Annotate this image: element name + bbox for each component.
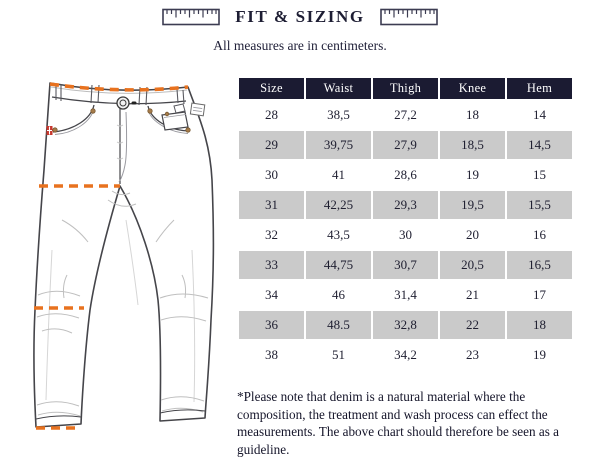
cell-knee: 21: [440, 281, 505, 309]
cell-knee: 19,5: [440, 191, 505, 219]
jeans-button: [117, 97, 129, 109]
cell-knee: 18,5: [440, 131, 505, 159]
cell-hem: 14,5: [507, 131, 572, 159]
table-row: [239, 161, 572, 189]
cell-thigh: 27,9: [373, 131, 438, 159]
footnote: *Please note that denim is a natural material where the composition, the treatment and wash process can effect the measurements. The above chart should therefore be seen as a guideline.: [237, 389, 559, 457]
cell-hem: 16: [507, 221, 572, 249]
cell-knee: 20,5: [440, 251, 505, 279]
cell-size: 33: [239, 251, 304, 279]
cell-hem: 16,5: [507, 251, 572, 279]
cell-size: 31: [239, 191, 304, 219]
cell-hem: 15: [507, 161, 572, 189]
column-header-size: Size: [239, 78, 304, 99]
cell-waist: 41: [306, 161, 371, 189]
cell-waist: 42,25: [306, 191, 371, 219]
cell-waist: 51: [306, 341, 371, 369]
table-row: [239, 221, 572, 249]
table-header-row: [239, 78, 572, 99]
cell-thigh: 34,2: [373, 341, 438, 369]
page-title: FIT & SIZING: [235, 7, 365, 26]
page-header: [0, 7, 600, 27]
cell-thigh: 28,6: [373, 161, 438, 189]
cell-hem: 18: [507, 311, 572, 339]
table-row: [239, 341, 572, 369]
jeans-technical-drawing-svg: [22, 70, 222, 462]
button-shank: [132, 102, 137, 105]
cell-size: 38: [239, 341, 304, 369]
jeans-illustration: [22, 70, 222, 462]
cell-hem: 14: [507, 101, 572, 129]
table-row: [239, 281, 572, 309]
cell-hem: 19: [507, 341, 572, 369]
column-header-hem: Hem: [507, 78, 572, 99]
cell-waist: 38,5: [306, 101, 371, 129]
cell-waist: 39,75: [306, 131, 371, 159]
cell-knee: 20: [440, 221, 505, 249]
table-row: [239, 251, 572, 279]
cell-size: 32: [239, 221, 304, 249]
jeans-outline: [34, 83, 213, 427]
cell-thigh: 31,4: [373, 281, 438, 309]
cell-thigh: 30: [373, 221, 438, 249]
column-header-knee: Knee: [440, 78, 505, 99]
table-row: [239, 131, 572, 159]
cell-size: 36: [239, 311, 304, 339]
table-row: [239, 191, 572, 219]
waistband-patch: [190, 103, 204, 116]
cell-hem: 15,5: [507, 191, 572, 219]
cell-size: 34: [239, 281, 304, 309]
cell-thigh: 29,3: [373, 191, 438, 219]
cell-knee: 18: [440, 101, 505, 129]
cell-waist: 44,75: [306, 251, 371, 279]
cell-waist: 46: [306, 281, 371, 309]
cell-size: 29: [239, 131, 304, 159]
cell-knee: 19: [440, 161, 505, 189]
cell-thigh: 32,8: [373, 311, 438, 339]
cell-thigh: 30,7: [373, 251, 438, 279]
cell-knee: 22: [440, 311, 505, 339]
cell-size: 28: [239, 101, 304, 129]
cell-waist: 48.5: [306, 311, 371, 339]
table-row: [239, 311, 572, 339]
column-header-thigh: Thigh: [373, 78, 438, 99]
ruler-icon: [162, 8, 220, 26]
red-brand-tag: [47, 126, 53, 135]
size-table: [237, 76, 574, 371]
ruler-icon: [380, 8, 438, 26]
cell-knee: 23: [440, 341, 505, 369]
page-subtitle: All measures are in centimeters.: [213, 38, 387, 53]
cell-size: 30: [239, 161, 304, 189]
cell-thigh: 27,2: [373, 101, 438, 129]
table-row: [239, 101, 572, 129]
cell-hem: 17: [507, 281, 572, 309]
cell-waist: 43,5: [306, 221, 371, 249]
column-header-waist: Waist: [306, 78, 371, 99]
